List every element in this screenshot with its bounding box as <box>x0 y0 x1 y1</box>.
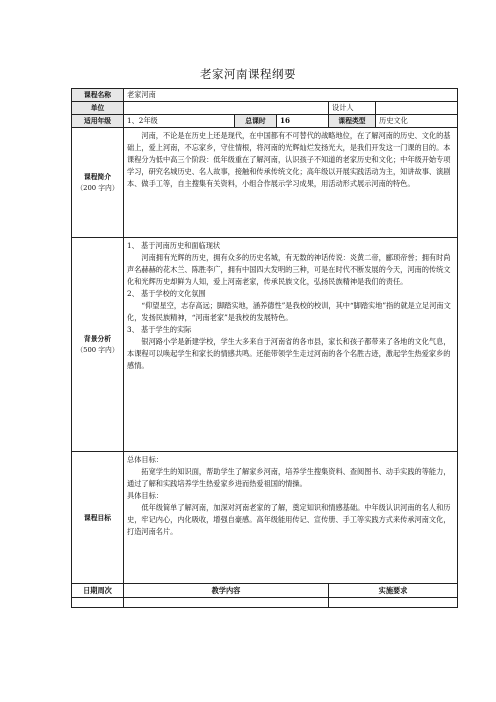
background-text-cell <box>124 238 458 452</box>
course-name-value: 老家河南 <box>124 89 458 102</box>
row-course-name <box>72 89 458 102</box>
type-label: 课程类型 <box>329 115 376 128</box>
schedule-empty-cell-3 <box>329 598 458 608</box>
intro-label-cell <box>72 128 124 238</box>
row-background <box>72 238 458 452</box>
row-grade <box>72 115 458 128</box>
schedule-col-content: 教学内容 <box>124 584 329 598</box>
course-name-label: 课程名称 <box>72 89 124 102</box>
background-heading-3: 3、 基于学生的实际 <box>127 325 192 334</box>
intro-text: 河南，不论是在历史上还是现代，在中国都有不可替代的战略地位，在了解河南的历史、文化的基础上，爱上河南，不忘家乡，守住情根，将河南的光辉灿烂发扬光大，是我们开发这一门课的目的。本课程分为低中高三个阶段：低年级重在了解河南，认识孩子不知道的老家历史和文化；中年级开始专项学习，研究名城历史、名人故事，接触和传承传统文化；高年级以开展实践活动为主，知讲故事、演剧本、做手工等，自主搜集有关资料，小组合作展示学习成果，用活动形式展示河南的特色。 <box>127 131 451 188</box>
intro-label: 课程简介 <box>83 173 112 181</box>
grade-value: 1、2年级 <box>124 115 235 128</box>
background-para-3: 银河路小学是新建学校，学生大多来自于河南省的各市县，家长和孩子都带来了各地的文化气息，本课程可以唤起学生和家长的情感共鸣。还能带领学生走过河南的各个名胜古迹，激起学生热爱家乡的感情。 <box>127 337 451 370</box>
syllabus-table <box>71 88 458 608</box>
goals-label: 课程目标 <box>72 452 124 584</box>
goals-specific-text: 低年级简单了解河南，加深对河南老家的了解，奠定知识和情感基础。中年级认识河南的名人和历史，牢记内心，内化吸收，增强自豪感。高年级能用传记、宣传册、手工等实践方式来传承河南文化，打造河南名片。 <box>127 503 451 536</box>
designer-label: 设计人 <box>329 102 376 115</box>
row-schedule-empty <box>72 598 458 608</box>
schedule-empty-cell-2 <box>124 598 329 608</box>
page-title: 老家河南课程纲要 <box>200 67 296 81</box>
row-schedule-header <box>72 584 458 598</box>
schedule-empty-cell-1 <box>72 598 124 608</box>
background-para-1: 河南拥有光辉的历史，拥有众多的历史名城，有无数的神话传说：炎黄二帝，郦顼帝喾；拥有时尚声名赫赫的花木兰、陈胜李广，拥有中国四大发明的三种，可是在时代不断发展的今天，河南的传统文化和光辉历史却鲜为人知，爱上河南老家，传承民族文化，弘扬民族精神是我们的责任。 <box>127 253 451 286</box>
background-heading-2: 2、 基于学校的文化氛围 <box>127 289 206 298</box>
schedule-col-date: 日期周次 <box>72 584 124 598</box>
goals-specific-heading: 具体目标： <box>127 491 163 500</box>
goals-text-cell <box>124 452 458 584</box>
intro-text-cell <box>124 128 458 238</box>
unit-value <box>124 102 329 115</box>
row-intro <box>72 128 458 238</box>
hours-value: 16 <box>277 115 329 128</box>
row-goals <box>72 452 458 584</box>
row-unit <box>72 102 458 115</box>
schedule-col-requirements: 实施要求 <box>329 584 458 598</box>
type-value: 历史文化 <box>376 115 458 128</box>
designer-value <box>376 102 458 115</box>
background-label-cell <box>72 238 124 452</box>
grade-label: 适用年级 <box>72 115 124 128</box>
intro-note: （200 字内） <box>76 184 119 192</box>
background-label: 背景分析 <box>83 335 112 343</box>
hours-label: 总课时 <box>235 115 277 128</box>
background-para-2: “仰望星空，志存高远；脚踏实地，涵养德性”是我校的校训，其中“脚踏实地”指的就是立足河南文化，发扬民族精神，“河南老家”是我校的发展特色。 <box>127 301 451 322</box>
goals-overall-heading: 总体目标： <box>127 455 163 464</box>
background-heading-1: 1、 基于河南历史和面临现状 <box>127 241 221 250</box>
unit-label: 单位 <box>72 102 124 115</box>
background-note: （500 字内） <box>76 346 119 354</box>
goals-overall-text: 拓宽学生的知识面，帮助学生了解家乡河南，培养学生搜集资料、查阅图书、动手实践的等能力，通过了解和实践培养学生热爱家乡进而热爱祖国的情操。 <box>127 467 451 488</box>
